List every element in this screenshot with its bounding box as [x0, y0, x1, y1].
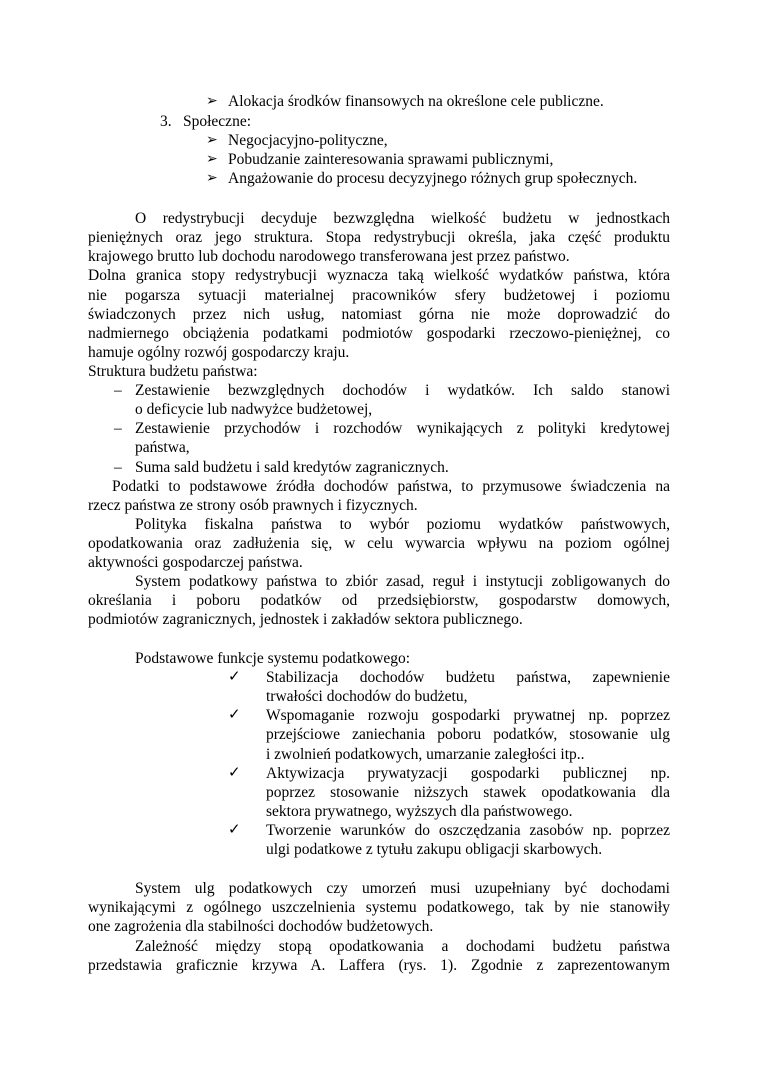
function-line: ulgi podatkowe z tytułu zakupu obligacji skarbowych.: [266, 841, 603, 858]
structure-item-line: Suma sald budżetu i sald kredytów zagranicznych.: [135, 459, 449, 476]
arrow-bullet-icon: ➢: [206, 133, 218, 148]
paragraph-line: świadczonych przez nich usług, natomiast górna nie może doprowadzić do: [88, 306, 670, 323]
paragraph-line: przedstawia graficznie krzywa A. Laffera (rys. 1). Zgodnie z zaprezentowanym: [88, 957, 670, 974]
section-title: Społeczne:: [183, 113, 252, 130]
allocation-item: Alokacja środków finansowych na określone cele publiczne.: [228, 93, 604, 110]
paragraph-line: wynikającymi z ogólnego uszczelnienia systemu podatkowego, tak by nie stanowiły: [88, 899, 670, 916]
checkmark-bullet-icon: ✓: [228, 669, 241, 685]
function-line: Stabilizacja dochodów budżetu państwa, zapewnienie: [266, 669, 670, 686]
dash-bullet-icon: –: [114, 382, 122, 399]
paragraph-line: one zagrożenia dla stabilności dochodów budżetowych.: [88, 918, 434, 935]
function-line: i zwolnień podatkowych, umarzanie zaległości itp..: [266, 746, 585, 763]
paragraph-line: aktywności gospodarczej państwa.: [88, 554, 303, 571]
paragraph-line: O redystrybucji decyduje bezwzględna wielkość budżetu w jednostkach: [135, 210, 670, 227]
function-line: poprzez stosowanie niższych stawek opodatkowania dla: [266, 784, 670, 801]
paragraph-line: Dolna granica stopy redystrybucji wyznacza taką wielkość wydatków państwa, która: [88, 267, 670, 284]
paragraph-line: rzecz państwa ze strony osób prawnych i fizycznych.: [88, 497, 418, 514]
structure-title: Struktura budżetu państwa:: [88, 363, 258, 380]
structure-item-line: o deficycie lub nadwyżce budżetowej,: [135, 401, 373, 418]
paragraph-line: Podatki to podstawowe źródła dochodów państwa, to przymusowe świadczenia na: [112, 478, 670, 495]
paragraph-line: nie pogarsza sytuacji materialnej pracowników sfery budżetowej i poziomu: [88, 287, 670, 304]
paragraph-line: Zależność między stopą opodatkowania a dochodami budżetu państwa: [135, 938, 670, 955]
function-line: trwałości dochodów do budżetu,: [266, 688, 468, 705]
dash-bullet-icon: –: [114, 459, 122, 476]
checkmark-bullet-icon: ✓: [228, 822, 241, 838]
function-line: przejściowe zaniechania poboru podatków, stosowanie ulg: [266, 726, 670, 743]
paragraph-line: System podatkowy państwa to zbiór zasad, reguł i instytucji zobligowanych do: [135, 573, 670, 590]
checkmark-bullet-icon: ✓: [228, 707, 241, 723]
structure-item-line: Zestawienie przychodów i rozchodów wynikających z polityki kredytowej: [135, 420, 670, 437]
structure-item-line: państwa,: [135, 439, 190, 456]
social-item: Angażowanie do procesu decyzyjnego różnych grup społecznych.: [228, 170, 638, 187]
social-item: Negocjacyjno-polityczne,: [228, 132, 388, 149]
functions-title: Podstawowe funkcje systemu podatkowego:: [135, 650, 411, 667]
arrow-bullet-icon: ➢: [206, 152, 218, 167]
social-item: Pobudzanie zainteresowania sprawami publicznymi,: [228, 151, 554, 168]
paragraph-line: hamuje ogólny rozwój gospodarczy kraju.: [88, 344, 350, 361]
function-line: Tworzenie warunków do oszczędzania zasobów np. poprzez: [266, 822, 670, 839]
section-number: 3.: [160, 113, 172, 130]
paragraph-line: określania i poboru podatków od przedsiębiorstw, gospodarstw domowych,: [88, 592, 670, 609]
structure-item-line: Zestawienie bezwzględnych dochodów i wydatków. Ich saldo stanowi: [135, 382, 670, 399]
paragraph-line: podmiotów zagranicznych, jednostek i zakładów sektora publicznego.: [88, 611, 523, 628]
arrow-bullet-icon: ➢: [206, 171, 218, 186]
paragraph-line: Polityka fiskalna państwa to wybór poziomu wydatków państwowych,: [135, 516, 670, 533]
paragraph-line: krajowego brutto lub dochodu narodowego transferowana jest przez państwo.: [88, 248, 570, 265]
function-line: Aktywizacja prywatyzacji gospodarki publicznej np.: [266, 765, 670, 782]
checkmark-bullet-icon: ✓: [228, 765, 241, 781]
function-line: sektora prywatnego, wyższych dla państwowego.: [266, 803, 573, 820]
dash-bullet-icon: –: [114, 420, 122, 437]
paragraph-line: nadmiernego obciążenia podatkami podmiotów gospodarki rzeczowo-pieniężnej, co: [88, 325, 670, 342]
paragraph-line: pieniężnych oraz jego struktura. Stopa redystrybucji określa, jaka część produktu: [88, 229, 670, 246]
paragraph-line: System ulg podatkowych czy umorzeń musi uzupełniany być dochodami: [135, 880, 670, 897]
arrow-bullet-icon: ➢: [206, 94, 218, 109]
function-line: Wspomaganie rozwoju gospodarki prywatnej np. poprzez: [266, 707, 670, 724]
paragraph-line: opodatkowania oraz zadłużenia się, w celu wywarcia wpływu na poziom ogólnej: [88, 535, 670, 552]
